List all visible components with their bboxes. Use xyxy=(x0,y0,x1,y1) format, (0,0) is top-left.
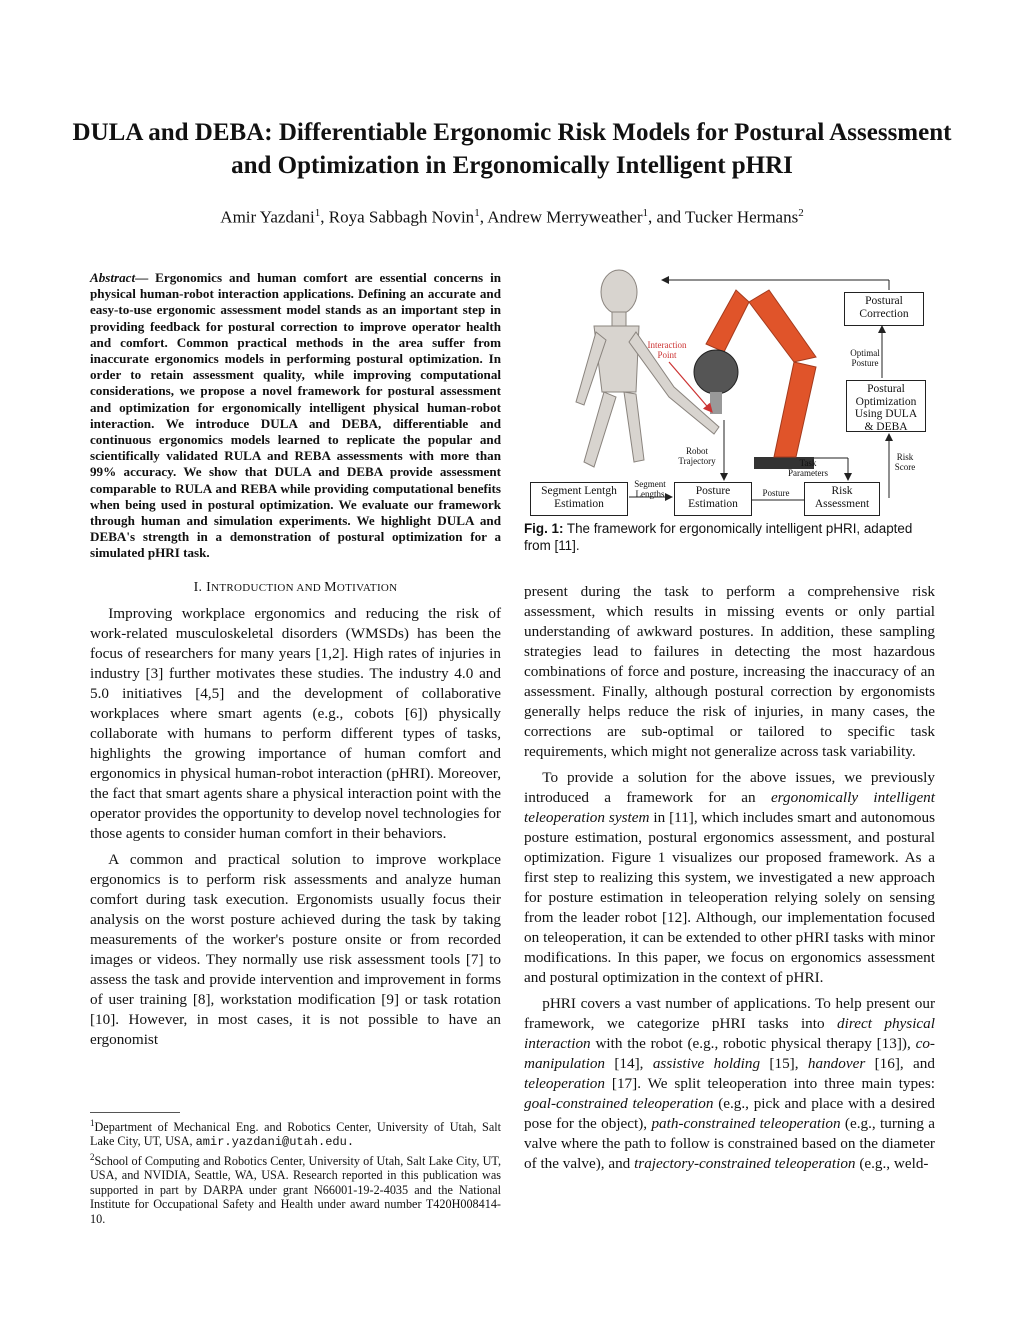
task-parameters-label: Task Parameters xyxy=(788,458,828,478)
paragraph: Improving workplace ergonomics and reducing the risk of work-related musculoskeletal disorders (WMSDs) has been the focus of researchers for many years [1,2]. High rates of injuries in industry [3] further motivates these studies. The industry 4.0 and 5.0 initiatives [4,5] and the development of collaborative workplaces where smart agents (e.g., cobots [6]) physically collaborate with humans to perform different types of tasks, highlights the growing importance of human comfort and ergonomics in physical human-robot interaction (pHRI). Moreover, the fact that smart agents share a physical interaction point with the operator provides the opportunity to develop novel technologies for those agents to consider human comfort in their behaviors. xyxy=(90,604,501,842)
paragraph: To provide a solution for the above issues, we previously introduced a framework for an ergonomically intelligent teleoperation system in [11], which includes smart and autonomous posture estimation, postural ergonomics assessment, and postural optimization. Figure 1 visualizes our proposed framework. As a first step to realizing this system, we investigated a new approach for posture estimation in teleoperation relying solely on sensing from the leader robot [12]. Although, our implementation focused on teleoperation, it can be extended to other pHRI tasks with minor modifications. In this paper, we focus on ergonomics assessment and postural optimization in the context of pHRI. xyxy=(524,769,935,986)
risk-assessment-box: Risk Assessment xyxy=(804,482,880,516)
posture-estimation-box: Posture Estimation xyxy=(674,482,752,516)
robot-trajectory-label: Robot Trajectory xyxy=(678,446,716,466)
abstract: Abstract— Ergonomics and human comfort are essential concerns in physical human-robot interaction applications. Defining an accurate and easy-to-use ergonomic assessment model stands as an important step in providing feedback for postural correction to improve operator health and comfort. Common practical methods in the area suffer from inaccurate ergonomics models in performing postural optimization. In order to retain assessment quality, while improving computational considerations, we propose a novel framework for postural assessment and optimization for ergonomically intelligent physical human-robot interaction. We introduce DULA and DEBA, differentiable and continuous ergonomics models learned to replicate the popular and scientifically validated RULA and REBA assessments with more than 99% accuracy. We show that DULA and DEBA provide assessment comparable to RULA and REBA while providing computational benefits when being used in postural optimization. We evaluate our framework through human and simulation experiments. We highlight DULA and DEBA's strength in a demonstration of postural optimization for a simulated pHRI task. xyxy=(90,270,501,561)
section-heading: I. INTRODUCTION AND MOTIVATION xyxy=(193,579,398,595)
paragraph: pHRI covers a vast number of applications. To help present our framework, we categorize pHRI tasks into direct physical interaction with the robot (e.g., robotic physical therapy [13]), co-manipulation [14], assistive holding [15], handover [16], and teleoperation [17]. We split teleoperation into three main types: goal-constrained teleoperation (e.g., pick and place with a desired pose for the object), path-constrained teleoperation (e.g., turning a valve where the path to follow is constrained based on the diameter of the valve), and trajectory-constrained teleoperation (e.g., weld- xyxy=(524,995,935,1172)
framework-figure xyxy=(524,262,935,522)
postural-correction-box: Postural Correction xyxy=(844,292,924,326)
author-name: Tucker Hermans xyxy=(685,207,799,227)
segment-lengths-label: Segment Lengths xyxy=(634,479,666,499)
author-name: Roya Sabbagh Novin xyxy=(328,207,475,227)
footnote: $^1$Department of Mechanical Eng. and Robotics Center, University of Utah, Salt Lake City, UT, USA, amir.yazdani@utah.edu. $^2$School of Computing and Robotics Center, University of Utah, Salt Lake City, UT, USA, and NVIDIA, Seattle, WA, USA. Research reported in this publication was supported in part by DARPA under grant N66001-19-2-4035 and the National Institute for Occupational Safety and Health under award number T420H008414-10. xyxy=(90,1118,501,1226)
paper-title: DULA and DEBA: Differentiable Ergonomic Risk Models for Postural Assessment and Optimization in Ergonomically Intelligent pHRI xyxy=(72,119,952,179)
figure-caption: Fig. 1: The framework for ergonomically intelligent pHRI, adapted from [11]. xyxy=(524,521,913,553)
footnote-rule xyxy=(90,1112,180,1113)
paragraph: A common and practical solution to improve workplace ergonomics is to perform risk assessments and analyze human comfort during task execution. Ergonomists usually focus their analysis on the worst posture achieved during the task by taking measurements of the worker's posture onsite or from recorded images or videos. They normally use risk assessment tools [7] to assess the task and provide intervention and improvement in forms of user training [8], workstation modification [9] or task rotation [10]. However, in most cases, it is not possible to have an ergonomist xyxy=(90,850,501,1048)
interaction-point-label: Interaction Point xyxy=(647,340,687,360)
right-column xyxy=(524,582,935,1180)
posture-label: Posture xyxy=(762,488,790,498)
optimal-posture-label: Optimal Posture xyxy=(850,348,880,368)
left-column xyxy=(90,270,501,1056)
author-list: Amir Yazdani$^1$, Roya Sabbagh Novin$^1$, Andrew Merryweather$^1$, and Tucker Hermans$^2$ xyxy=(220,207,804,227)
segment-length-estimation-box: Segment Lentgh Estimation xyxy=(530,482,628,516)
abstract-label: Abstract xyxy=(90,270,136,285)
author-name: Andrew Merryweather xyxy=(487,207,643,227)
caption-label: Fig. 1: xyxy=(524,521,564,536)
postural-optimization-box: Postural Optimization Using DULA & DEBA xyxy=(846,380,926,432)
risk-score-label: Risk Score xyxy=(894,452,916,472)
robot-arm xyxy=(694,290,816,469)
author-name: Amir Yazdani xyxy=(220,207,315,227)
paragraph: present during the task to perform a comprehensive risk assessment, which results in missing events or only partial understanding of awkward postures. In addition, these sampling strategies lead to failures in detecting the most hazardous combinations of force and posture, increasing the inaccuracy of an assessment. Finally, although postural correction by ergonomists generally helps reduce the risk of injuries, in many cases, the corrections are sub-optimal or tailored to specific task requirements, which might not generalize across task variability. xyxy=(524,583,935,760)
